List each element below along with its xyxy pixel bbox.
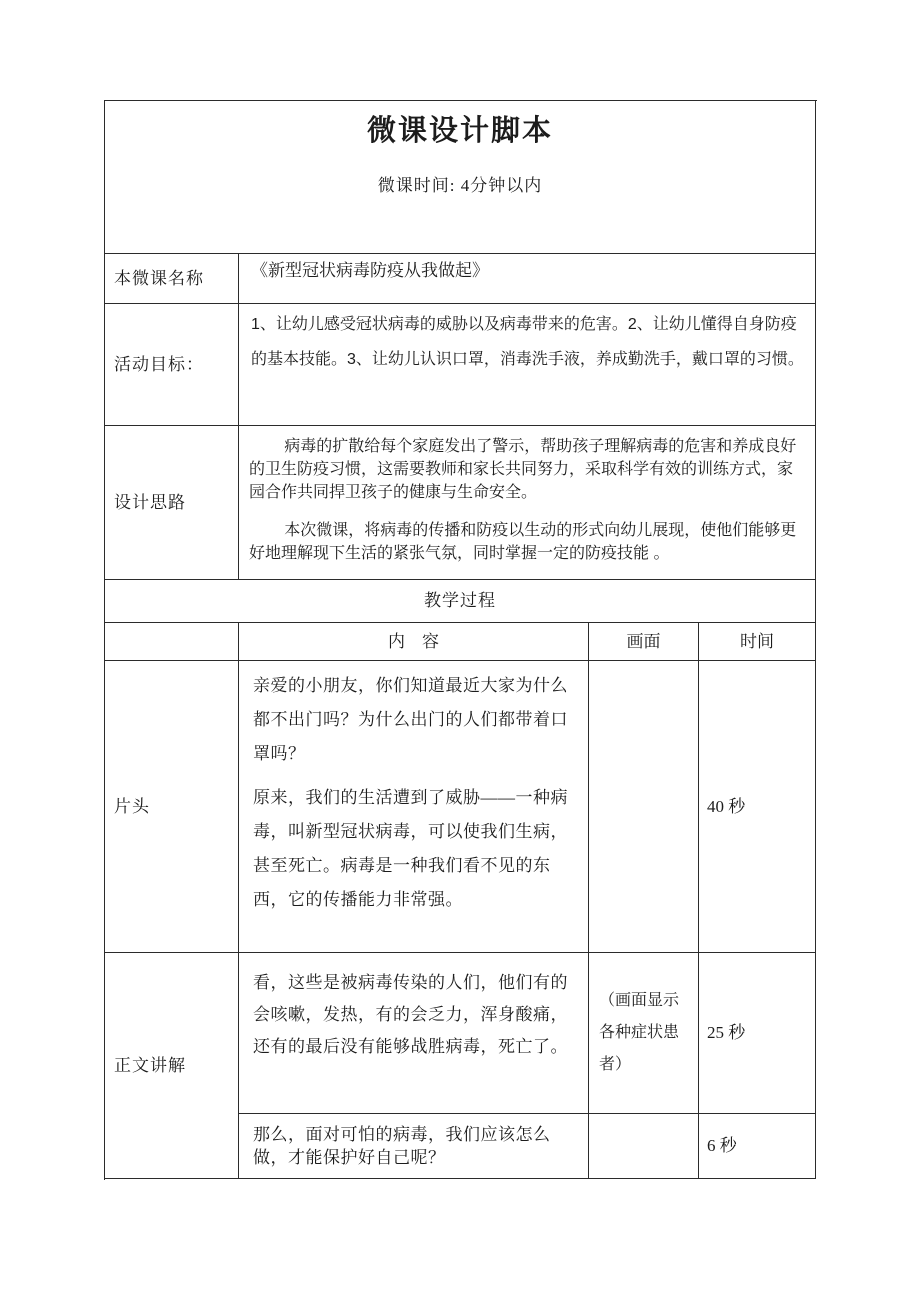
design-paragraph: 病毒的扩散给每个家庭发出了警示，帮助孩子理解病毒的危害和养成良好的卫生防疫习惯，这需要教师和家长共同努力，采取科学有效的训练方式，家园合作共同捍卫孩子的健康与生命安全。 bbox=[249, 438, 797, 501]
design-paragraph: 本次微课，将病毒的传播和防疫以生动的形式向幼儿展现，使他们能够更好地理解现下生活的紧张气氛，同时掌握一定的防疫技能 。 bbox=[249, 522, 797, 562]
label-design: 设计思路 bbox=[105, 426, 239, 580]
script-table bbox=[104, 100, 817, 1180]
opening-paragraph: 亲爱的小朋友，你们知道最近大家为什么都不出门吗？为什么出门的人们都带着口罩吗？ bbox=[253, 676, 568, 763]
main-time: 25 秒 bbox=[699, 953, 816, 1114]
opening-paragraph: 原来，我们的生活遭到了威胁——一种病毒，叫新型冠状病毒，可以使我们生病，甚至死亡。病毒是一种我们看不见的东西，它的传播能力非常强。 bbox=[253, 788, 568, 909]
page-title: 微课设计脚本 bbox=[366, 115, 553, 147]
header-content: 内 容 bbox=[239, 623, 589, 661]
header-stage-empty bbox=[105, 623, 239, 661]
header-time: 时间 bbox=[699, 623, 816, 661]
section-title-teaching-process: 教学过程 bbox=[105, 580, 816, 623]
opening-content bbox=[239, 661, 589, 953]
main-content: 看，这些是被病毒传染的人们，他们有的会咳嗽，发热，有的会乏力，浑身酸痛，还有的最后没有能够战胜病毒，死亡了。 bbox=[239, 953, 589, 1114]
stage-opening: 片头 bbox=[105, 661, 239, 953]
main-screen-note: （画面显示各种症状患者） bbox=[589, 953, 699, 1114]
question-content: 那么，面对可怕的病毒，我们应该怎么做，才能保护好自己呢？ bbox=[239, 1114, 589, 1179]
question-screen bbox=[589, 1114, 699, 1179]
page-subtitle: 微课时间: 4分钟以内 bbox=[377, 176, 543, 195]
stage-main-explanation: 正文讲解 bbox=[105, 953, 239, 1179]
course-name-value: 《新型冠状病毒防疫从我做起》 bbox=[239, 254, 816, 304]
header-screen: 画面 bbox=[589, 623, 699, 661]
question-time: 6 秒 bbox=[699, 1114, 816, 1179]
title-block bbox=[105, 101, 816, 254]
opening-screen bbox=[589, 661, 699, 953]
goals-value: 1、让幼儿感受冠状病毒的威胁以及病毒带来的危害。2、让幼儿懂得自身防疫的基本技能。3、让幼儿认识口罩，消毒洗手液，养成勤洗手，戴口罩的习惯。 bbox=[239, 304, 816, 426]
design-value bbox=[239, 426, 816, 580]
label-goals: 活动目标： bbox=[105, 304, 239, 426]
label-course-name: 本微课名称 bbox=[105, 254, 239, 304]
opening-time: 40 秒 bbox=[699, 661, 816, 953]
